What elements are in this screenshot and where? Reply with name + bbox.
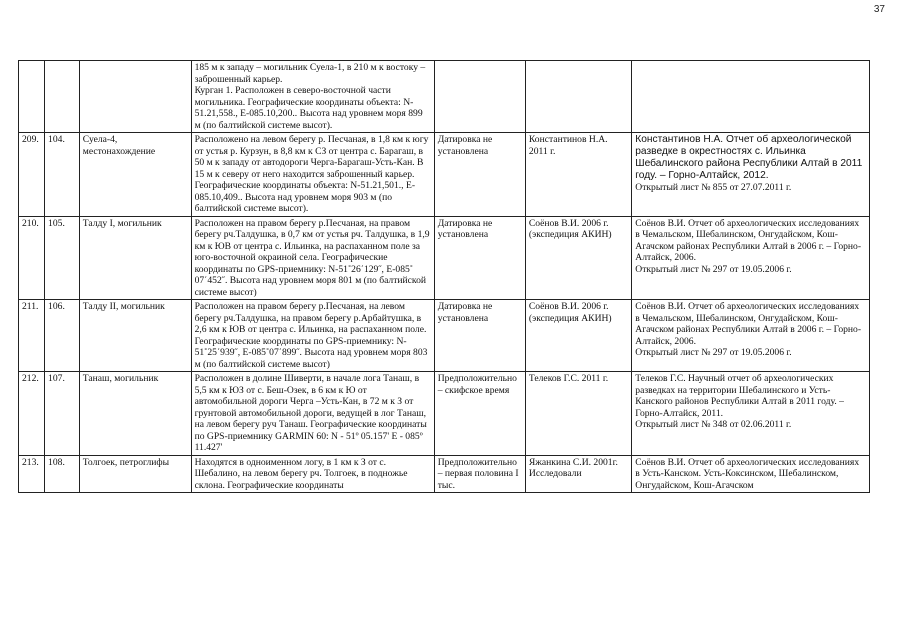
source-permit: Открытый лист № 348 от 02.06.2011 г.	[635, 419, 792, 430]
source-permit: Открытый лист № 297 от 19.05.2006 г.	[635, 263, 792, 275]
source	[632, 300, 870, 372]
monument-name: Талду II, могильник	[79, 300, 191, 372]
source-report: Телеков Г.С. Научный отчет об археологических разведках на территории Шебалинского и Усть-Канского районов Республики Алтай в 2011 году. – Горно-Алтайск, 2011.	[635, 373, 844, 419]
monument-name	[79, 61, 191, 133]
monument-name: Танаш, могильник	[79, 372, 191, 456]
monument-name: Талду I, могильник	[79, 216, 191, 300]
row-number: 211.	[19, 300, 45, 372]
table-row	[19, 216, 870, 300]
monument-table	[18, 60, 870, 493]
monument-name: Толгоек, петроглифы	[79, 455, 191, 493]
page-number: 37	[873, 4, 885, 15]
monument-description: Расположен в долине Шиверти, в начале лога Танаш, в 5,5 км к ЮЗ от с. Беш-Озек, в 6 км к Ю от автомобильной дороги Черга –Усть-Кан, в 72 м к З от грунтовой автомобильной дороги, ведущей в лог Танаш, на левом берегу руч Танаш. Географические координаты по GPS-приемнику GARMIN 60: N - 51º 05.157' E - 085º 11.427'	[191, 372, 434, 456]
dating: Предположительно – первая половина I тыс.	[434, 455, 525, 493]
monument-description: Расположено на левом берегу р. Песчаная, в 1,8 км к югу от устья р. Курзун, в 8,8 км к СЗ от центра с. Барагаш, в 50 м к западу от автодороги Черга-Барагаш-Усть-Кан. В 15 м к северу от него находится заброшенный карьер. Географические координаты объекта: N-51.21,501., E-085.10,409.. Высота над уровнем моря 903 м (по балтийской системе высот).	[191, 133, 434, 217]
dating	[434, 61, 525, 133]
dating: Датировка не установлена	[434, 133, 525, 217]
dating: Датировка не установлена	[434, 216, 525, 300]
researcher: Соёнов В.И. 2006 г. (экспедиция АКИН)	[525, 216, 631, 300]
monument-description: Находятся в одноименном логу, в 1 км к З от с. Шебалино, на левом берегу рч. Толгоек, в подножье склона. Географические координаты	[191, 455, 434, 493]
dating: Предположительно – скифское время	[434, 372, 525, 456]
row-number: 212.	[19, 372, 45, 456]
row-number: 210.	[19, 216, 45, 300]
row-subnumber: 107.	[45, 372, 80, 456]
table-row	[19, 372, 870, 456]
researcher: Константинов Н.А. 2011 г.	[525, 133, 631, 217]
source-report: Соёнов В.И. Отчет об археологических исследованиях в Чемальском, Шебалинском, Онгудайском, Кош-Агачском районах Республики Алтай в 2006 г. – Горно-Алтайск, 2006.	[635, 301, 862, 347]
row-number: 213.	[19, 455, 45, 493]
monument-name: Суела-4, местонахождение	[79, 133, 191, 217]
row-number	[19, 61, 45, 133]
source-permit: Открытый лист № 855 от 27.07.2011 г.	[635, 182, 792, 193]
row-subnumber: 104.	[45, 133, 80, 217]
source	[632, 455, 870, 493]
row-subnumber: 105.	[45, 216, 80, 300]
row-subnumber: 106.	[45, 300, 80, 372]
table-row	[19, 300, 870, 372]
source	[632, 133, 870, 217]
monument-description: Расположен на правом берегу р.Песчаная, на правом берегу рч.Талдушка, в 0,7 км от устья рч. Талдушка, в 1,9 км к ЮВ от центра с. Ильинка, на распаханном поле за юго-восточной окраиной села. Географические координаты по GPS-приемнику: N-51˚26΄129˝, E-085˚ 07΄452˝. Высота над уровнем моря 801 м (по балтийской системе высот)	[191, 216, 434, 300]
source-report: Соёнов В.И. Отчет об археологических исследованиях в Усть-Канском. Усть-Коксинском, Шебалинском, Онгудайском, Кош-Агачском	[635, 456, 860, 491]
table-row	[19, 61, 870, 133]
source	[632, 372, 870, 456]
table-row	[19, 133, 870, 217]
source-report: Константинов Н.А. Отчет об археологической разведке в окрестностях с. Ильинка Шебалинского района Республики Алтай в 2011 году. – Горно-Алтайск, 2012.	[635, 134, 863, 181]
row-subnumber: 108.	[45, 455, 80, 493]
row-subnumber	[45, 61, 80, 133]
row-number: 209.	[19, 133, 45, 217]
researcher	[525, 61, 631, 133]
source-permit: Открытый лист № 297 от 19.05.2006 г.	[635, 347, 792, 358]
source	[632, 61, 870, 133]
source-report: Соёнов В.И. Отчет об археологических исследованиях в Чемальском, Шебалинском, Онгудайском, Кош-Агачском районах Республики Алтай в 2006 г. – Горно-Алтайск, 2006.	[635, 217, 862, 263]
researcher: Соёнов В.И. 2006 г. (экспедиция АКИН)	[525, 300, 631, 372]
source	[632, 216, 870, 300]
monument-description: Расположен на правом берегу р.Песчаная, на левом берегу рч.Талдушка, на правом берегу р.Арбайтушка, в 2,6 км к ЮВ от центра с. Ильинка, на распаханном поле. Географические координаты по GPS-приемнику: N-51˚25΄939˝, E-085˚07΄899˝. Высота над уровнем моря 803 м (по балтийской системе высот)	[191, 300, 434, 372]
dating: Датировка не установлена	[434, 300, 525, 372]
researcher: Телеков Г.С. 2011 г.	[525, 372, 631, 456]
researcher: Яжанкина С.И. 2001г. Исследовали	[525, 455, 631, 493]
monument-description: 185 м к западу – могильник Суела-1, в 210 м к востоку – заброшенный карьер. Курган 1. Расположен в северо-восточной части могильника. Географические координаты объекта: N-51.21,558., E-085.10,200.. Высота над уровнем моря 899 м (по балтийской системе высот).	[191, 61, 434, 133]
table-row	[19, 455, 870, 493]
